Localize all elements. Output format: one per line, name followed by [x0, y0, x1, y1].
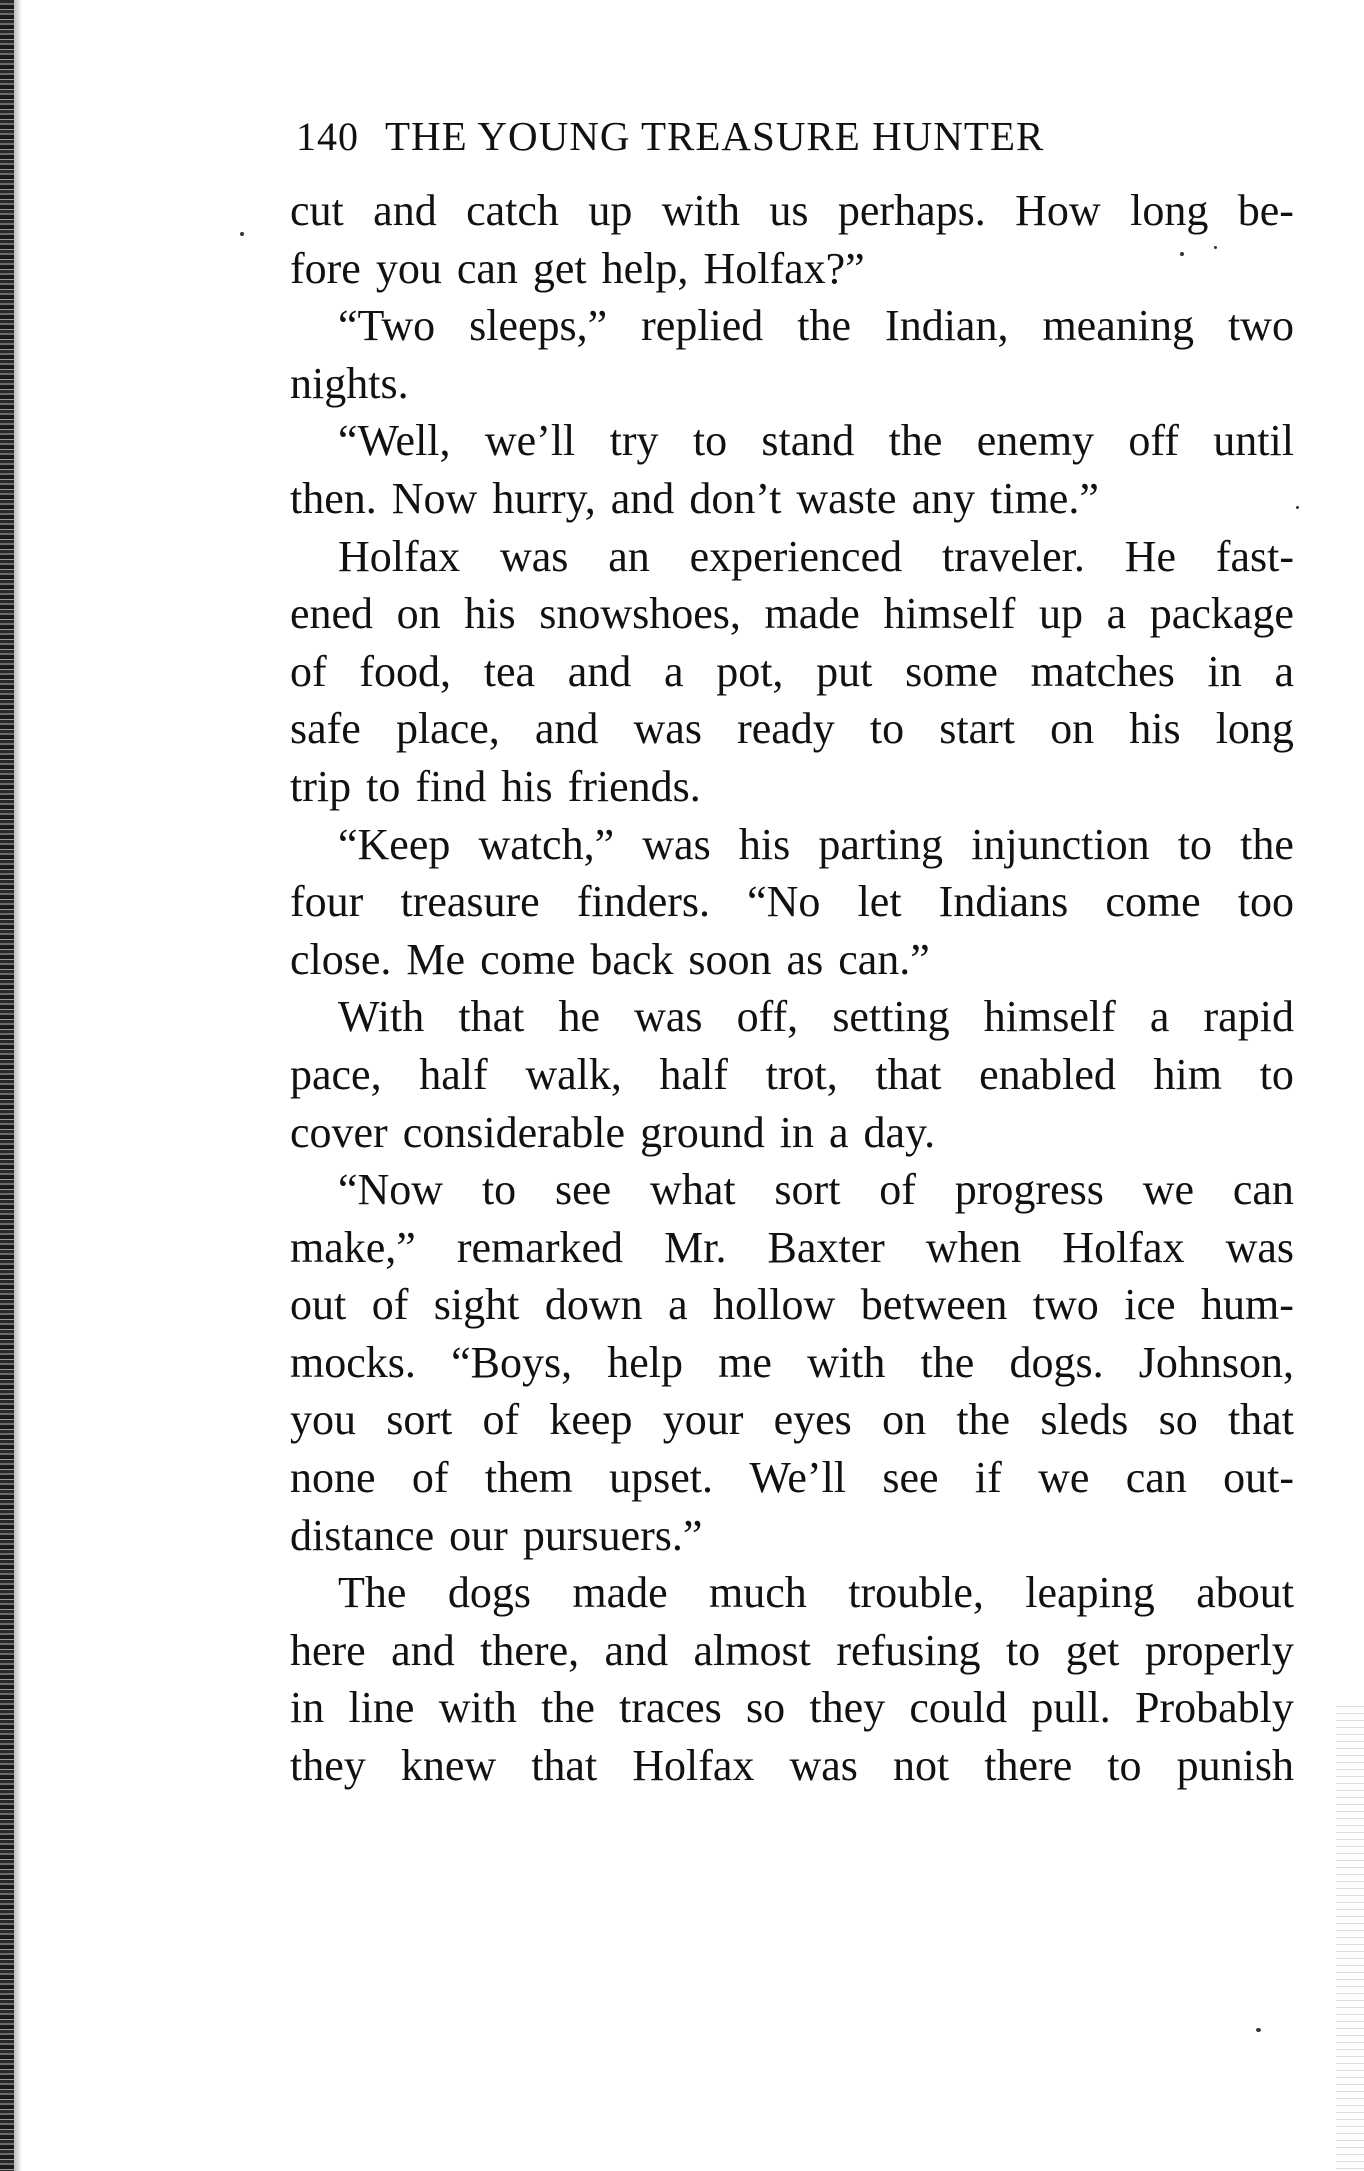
body-text	[290, 182, 1294, 1795]
text-line: make,” remarked Mr. Baxter when Holfax was	[290, 1222, 1294, 1272]
text-line: fore you can get help, Holfax?”	[290, 243, 865, 293]
text-line: ened on his snowshoes, made himself up a package	[290, 589, 1294, 639]
text-line: four treasure finders. “No let Indians come too	[290, 877, 1294, 927]
binding-shadow	[14, 0, 22, 2171]
text-line: mocks. “Boys, help me with the dogs. Johnson,	[290, 1337, 1294, 1387]
text-line: out of sight down a hollow between two ice hum-	[290, 1280, 1294, 1330]
book-binding-edge	[0, 0, 14, 2171]
text-line: “Well, we’ll try to stand the enemy off until	[338, 416, 1294, 466]
scan-speck	[1256, 2028, 1261, 2032]
running-title: THE YOUNG TREASURE HUNTER	[385, 113, 1045, 159]
text-line: “Keep watch,” was his parting injunction to the	[338, 819, 1294, 869]
text-line: trip to find his friends.	[290, 761, 701, 811]
text-line: pace, half walk, half trot, that enabled him to	[290, 1049, 1294, 1099]
text-line: cut and catch up with us perhaps. How long be-	[290, 186, 1294, 235]
scan-speck	[240, 232, 244, 236]
text-line: close. Me come back soon as can.”	[290, 934, 930, 984]
scan-speck	[1180, 252, 1184, 256]
text-line: of food, tea and a pot, put some matches in a	[290, 646, 1294, 696]
page-edge-noise	[1336, 1700, 1364, 2171]
text-line: none of them upset. We’ll see if we can out-	[290, 1453, 1294, 1503]
text-line: “Now to see what sort of progress we can	[338, 1165, 1294, 1215]
text-line: nights.	[290, 358, 409, 408]
text-line: then. Now hurry, and don’t waste any time.”	[290, 473, 1099, 523]
text-line: With that he was off, setting himself a rapid	[338, 992, 1294, 1042]
text-line: cover considerable ground in a day.	[290, 1107, 936, 1157]
text-line: here and there, and almost refusing to get properly	[290, 1625, 1294, 1675]
text-line: you sort of keep your eyes on the sleds so that	[290, 1395, 1294, 1445]
text-line: “Two sleeps,” replied the Indian, meaning two	[338, 301, 1294, 351]
text-line: safe place, and was ready to start on his long	[290, 704, 1294, 754]
scan-speck	[1296, 506, 1299, 509]
text-line: they knew that Holfax was not there to punish	[290, 1741, 1294, 1791]
text-line: distance our pursuers.”	[290, 1510, 703, 1560]
text-line: Holfax was an experienced traveler. He fast-	[338, 531, 1294, 581]
text-line: The dogs made much trouble, leaping about	[338, 1568, 1294, 1618]
scan-speck	[1214, 246, 1217, 249]
text-line: in line with the traces so they could pull. Probably	[290, 1683, 1294, 1733]
running-head	[296, 112, 1196, 164]
page-number: 140	[296, 114, 359, 159]
